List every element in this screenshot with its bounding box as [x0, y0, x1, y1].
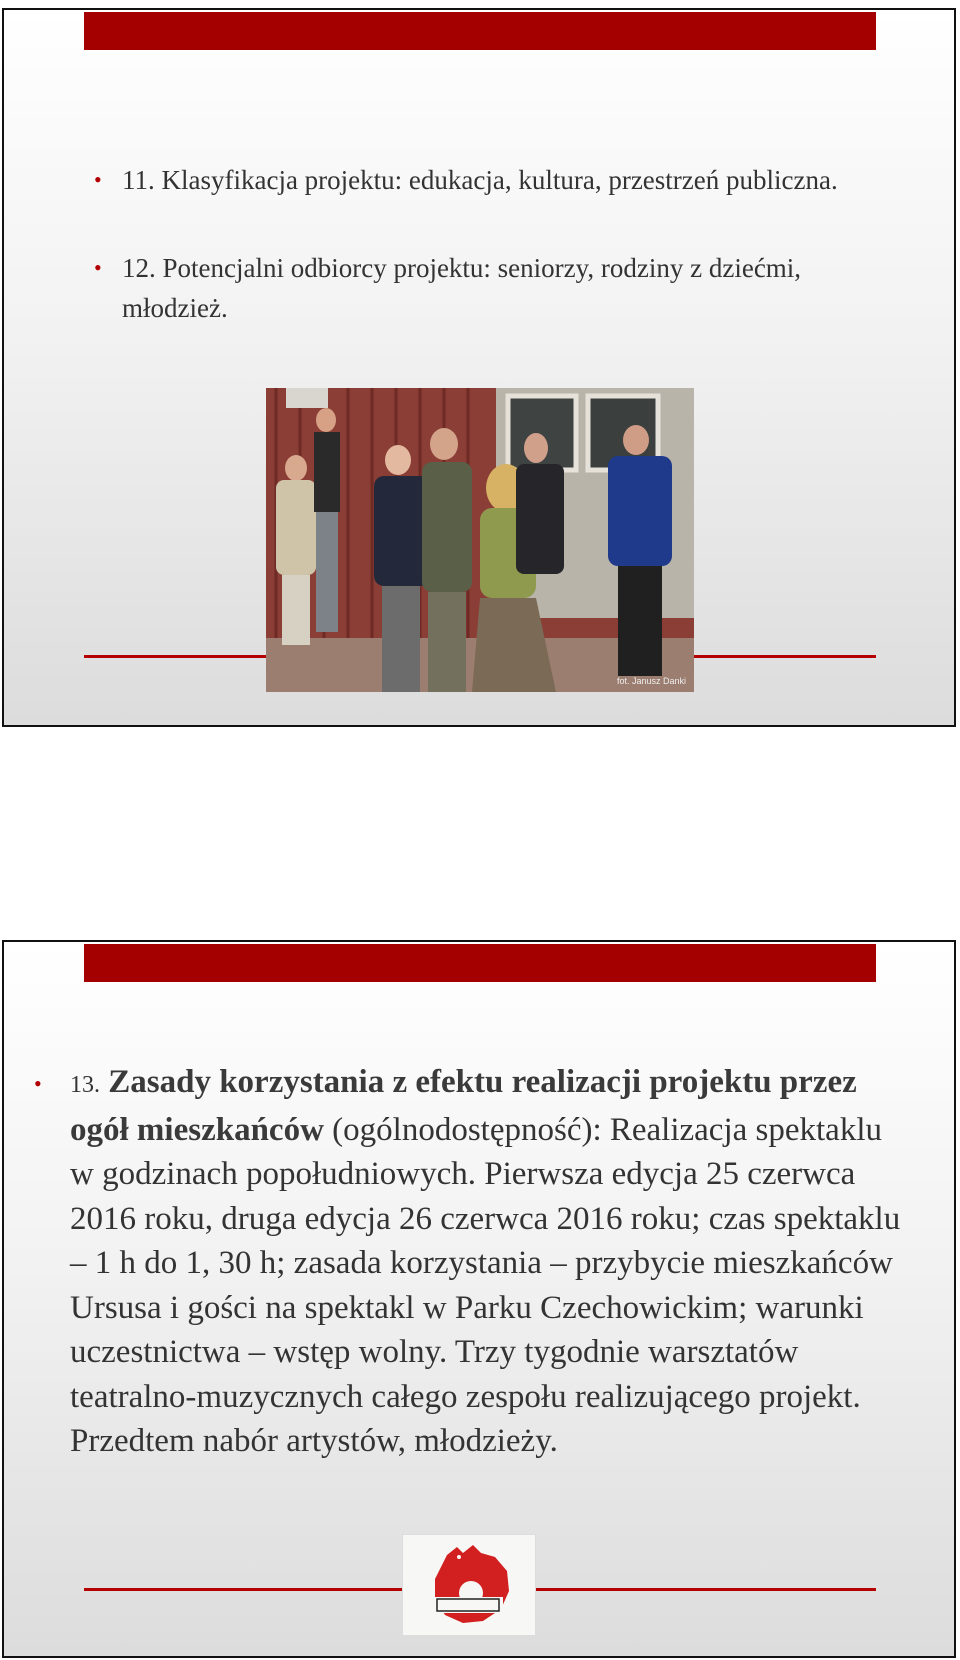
bullet-icon: • [94, 255, 102, 280]
item-text: (ogólnodostępność): Realizacja spektaklu w godzinach popołudniowych. Pierwsza edycja 25 czerwca 2016 roku, druga edycja 26 czerwca 2016 roku; czas spektaklu – 1 h do 1, 30 h; zasada korzystania – przybycie mieszkańców Ursusa i gości na spektakl w Parku Czechowickim; warunki uczestnictwa – wstęp wolny. Trzy tygodnie warsztatów teatralno-muzycznych całego zespołu realizującego projekt. Przedtem nabór artystów, młodzieży. [70, 1111, 901, 1459]
header-bar [84, 12, 876, 50]
bullet-list [94, 160, 854, 376]
slide-1 [2, 8, 956, 727]
list-item [94, 248, 854, 328]
item-heading: Zasady korzystania z efektu realizacji projektu przez ogół mieszkańców [70, 1064, 857, 1148]
item-text: Klasyfikacja projektu: edukacja, kultura, przestrzeń publiczna. [161, 165, 838, 195]
group-photo [266, 388, 694, 692]
bullet-icon: • [94, 167, 102, 192]
item-number: 13. [70, 1072, 100, 1098]
item-number: 12. [122, 253, 156, 283]
bullet-list [34, 1060, 914, 1464]
bullet-icon: • [34, 1071, 42, 1096]
ursus-logo [402, 1534, 536, 1636]
header-bar [84, 944, 876, 982]
item-number: 11. [122, 165, 155, 195]
slide-2 [2, 940, 956, 1658]
photo-credit: fot. Janusz Danki [616, 676, 686, 686]
list-item [34, 1060, 914, 1464]
item-text: Potencjalni odbiorcy projektu: seniorzy, rodziny z dziećmi, młodzież. [122, 253, 802, 323]
list-item [94, 160, 854, 200]
